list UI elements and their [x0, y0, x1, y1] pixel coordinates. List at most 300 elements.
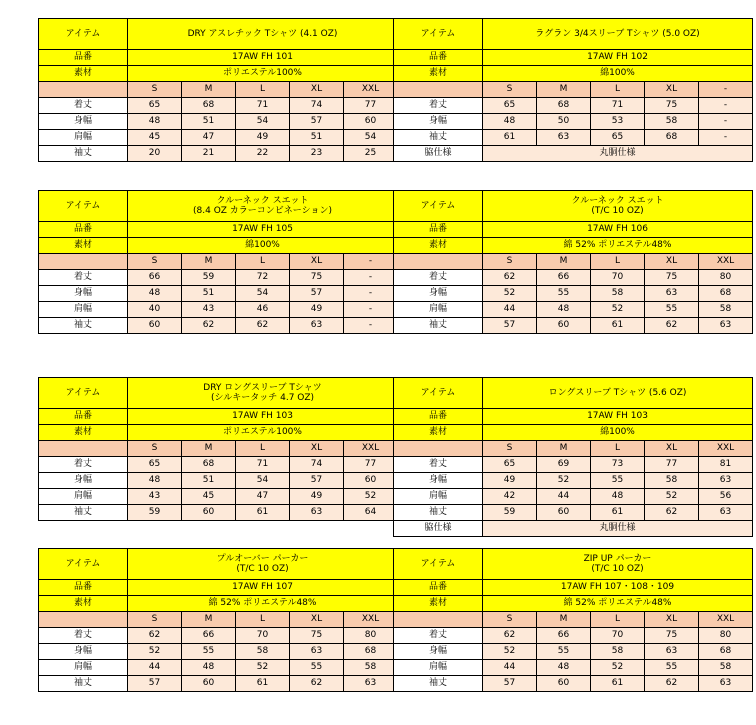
table-row	[39, 114, 398, 130]
measure-label: 袖丈	[394, 505, 483, 521]
measure-value: 48	[537, 302, 591, 318]
spec-table-t3	[38, 190, 398, 334]
measure-value: 75	[645, 98, 699, 114]
measure-label: 身幅	[394, 114, 483, 130]
code-label: 品番	[394, 580, 483, 596]
item-title	[483, 549, 753, 580]
size-header-1: M	[537, 82, 591, 98]
material-label: 素材	[394, 596, 483, 612]
size-header-blank	[394, 254, 483, 270]
material-label: 素材	[39, 596, 128, 612]
material-label: 素材	[39, 66, 128, 82]
item-label: アイテム	[394, 191, 483, 222]
measure-value: 51	[290, 130, 344, 146]
measure-value: -	[344, 286, 398, 302]
size-header-3: XL	[645, 441, 699, 457]
size-header-4: XXL	[344, 82, 398, 98]
item-title-line: (T/C 10 OZ)	[236, 564, 289, 574]
table-row	[39, 270, 398, 286]
measure-value: 55	[182, 644, 236, 660]
table-row	[394, 98, 753, 114]
measure-label: 着丈	[39, 628, 128, 644]
measure-value: 80	[344, 628, 398, 644]
size-header-4: XXL	[699, 254, 753, 270]
side-spec-label: 脇仕様	[394, 146, 483, 162]
item-title	[128, 549, 398, 580]
spec-table-t6	[393, 377, 753, 537]
code-value: 17AW FH 106	[483, 222, 753, 238]
code-label: 品番	[394, 409, 483, 425]
measure-value: 48	[128, 114, 182, 130]
table-row	[394, 318, 753, 334]
measure-value: 62	[645, 676, 699, 692]
item-title-line: (シルキータッチ 4.7 OZ)	[210, 393, 315, 403]
code-value: 17AW FH 107	[128, 580, 398, 596]
measure-value: 62	[645, 505, 699, 521]
side-spec-value: 丸胴仕様	[483, 146, 753, 162]
measure-value: 61	[591, 505, 645, 521]
size-header-1: M	[537, 254, 591, 270]
measure-value: 60	[182, 676, 236, 692]
material-value: 綿100%	[483, 66, 753, 82]
measure-value: 48	[182, 660, 236, 676]
measure-value: 57	[290, 114, 344, 130]
size-header-2: L	[236, 82, 290, 98]
measure-label: 袖丈	[39, 505, 128, 521]
measure-value: 45	[128, 130, 182, 146]
item-title	[483, 191, 753, 222]
measure-value: 71	[236, 457, 290, 473]
measure-value: 63	[537, 130, 591, 146]
size-header-row	[394, 612, 753, 628]
measure-value: 55	[290, 660, 344, 676]
measure-value: 58	[591, 286, 645, 302]
measure-label: 袖丈	[39, 676, 128, 692]
size-header-3: XL	[645, 612, 699, 628]
code-value: 17AW FH 102	[483, 50, 753, 66]
size-header-row	[39, 441, 398, 457]
size-header-3: XL	[290, 82, 344, 98]
material-value: ポリエステル100%	[128, 66, 398, 82]
size-header-3: XL	[290, 612, 344, 628]
measure-value: 58	[236, 644, 290, 660]
measure-value: 21	[182, 146, 236, 162]
table-row	[394, 286, 753, 302]
measure-value: 66	[128, 270, 182, 286]
measure-value: 62	[236, 318, 290, 334]
measure-value: 62	[290, 676, 344, 692]
measure-value: 56	[699, 489, 753, 505]
measure-value: 60	[537, 318, 591, 334]
measure-value: 63	[290, 644, 344, 660]
measure-value: 61	[591, 676, 645, 692]
table-row	[39, 473, 398, 489]
measure-label: 身幅	[394, 286, 483, 302]
size-header-4: XXL	[344, 612, 398, 628]
table-row	[39, 146, 398, 162]
measure-label: 身幅	[394, 473, 483, 489]
measure-value: 74	[290, 98, 344, 114]
measure-value: 52	[537, 473, 591, 489]
code-label: 品番	[39, 409, 128, 425]
measure-value: 55	[537, 644, 591, 660]
measure-value: 63	[699, 318, 753, 334]
size-header-blank	[39, 82, 128, 98]
measure-label: 身幅	[39, 644, 128, 660]
material-value: 綿100%	[128, 238, 398, 254]
measure-value: 44	[537, 489, 591, 505]
measure-label: 着丈	[394, 98, 483, 114]
material-value: 綿 52% ポリエステル48%	[483, 238, 753, 254]
code-label: 品番	[39, 580, 128, 596]
measure-value: 61	[591, 318, 645, 334]
measure-label: 肩幅	[39, 302, 128, 318]
measure-value: 61	[236, 505, 290, 521]
item-label: アイテム	[394, 19, 483, 50]
item-title	[128, 19, 398, 50]
measure-label: 着丈	[39, 98, 128, 114]
measure-value: 52	[128, 644, 182, 660]
measure-value: 54	[236, 114, 290, 130]
measure-value: 75	[645, 628, 699, 644]
table-row	[39, 660, 398, 676]
size-header-2: L	[591, 441, 645, 457]
size-header-0: S	[483, 612, 537, 628]
material-value: 綿100%	[483, 425, 753, 441]
measure-value: 75	[645, 270, 699, 286]
measure-value: 60	[182, 505, 236, 521]
item-title	[483, 378, 753, 409]
measure-value: 44	[128, 660, 182, 676]
size-header-blank	[394, 82, 483, 98]
table-row	[394, 660, 753, 676]
material-row	[394, 596, 753, 612]
measure-value: 58	[699, 660, 753, 676]
material-label: 素材	[394, 238, 483, 254]
measure-value: 52	[483, 644, 537, 660]
measure-value: 55	[645, 302, 699, 318]
material-row	[39, 425, 398, 441]
measure-value: 53	[591, 114, 645, 130]
size-header-0: S	[483, 82, 537, 98]
material-label: 素材	[39, 425, 128, 441]
size-header-1: M	[182, 254, 236, 270]
measure-label: 身幅	[39, 286, 128, 302]
measure-label: 袖丈	[39, 146, 128, 162]
code-row	[39, 222, 398, 238]
measure-value: 58	[645, 114, 699, 130]
measure-value: 54	[236, 286, 290, 302]
measure-value: 66	[182, 628, 236, 644]
size-header-3: XL	[290, 441, 344, 457]
item-title-line: (T/C 10 OZ)	[591, 206, 644, 216]
item-row	[394, 19, 753, 50]
measure-value: 49	[236, 130, 290, 146]
measure-value: 66	[537, 270, 591, 286]
measure-value: 64	[344, 505, 398, 521]
item-label: アイテム	[39, 378, 128, 409]
spec-table-t8	[393, 548, 753, 692]
spec-table-t5	[38, 377, 398, 521]
table-row	[394, 270, 753, 286]
measure-value: 66	[537, 628, 591, 644]
measure-value: 69	[537, 457, 591, 473]
measure-label: 身幅	[394, 644, 483, 660]
measure-value: -	[344, 302, 398, 318]
size-header-3: XL	[645, 82, 699, 98]
measure-value: 63	[699, 505, 753, 521]
table-row	[394, 644, 753, 660]
size-header-0: S	[483, 254, 537, 270]
measure-label: 着丈	[39, 270, 128, 286]
size-header-4: -	[344, 254, 398, 270]
item-row	[39, 549, 398, 580]
measure-value: 52	[645, 489, 699, 505]
item-title	[128, 378, 398, 409]
size-header-2: L	[236, 612, 290, 628]
item-title	[483, 19, 753, 50]
table-row	[394, 505, 753, 521]
measure-value: 49	[290, 489, 344, 505]
size-header-2: L	[591, 254, 645, 270]
size-header-3: XL	[645, 254, 699, 270]
measure-label: 肩幅	[394, 489, 483, 505]
size-header-4: XXL	[344, 441, 398, 457]
item-label: アイテム	[39, 549, 128, 580]
table-row	[39, 489, 398, 505]
measure-value: 63	[290, 318, 344, 334]
measure-value: 59	[182, 270, 236, 286]
code-row	[39, 50, 398, 66]
measure-value: 68	[344, 644, 398, 660]
item-label: アイテム	[39, 191, 128, 222]
size-header-1: M	[182, 441, 236, 457]
table-row	[39, 644, 398, 660]
measure-value: 47	[236, 489, 290, 505]
measure-value: 52	[236, 660, 290, 676]
measure-value: 62	[483, 270, 537, 286]
material-value: 綿 52% ポリエステル48%	[483, 596, 753, 612]
size-header-4: XXL	[699, 441, 753, 457]
item-label: アイテム	[394, 378, 483, 409]
measure-value: 63	[645, 644, 699, 660]
size-header-0: S	[128, 82, 182, 98]
measure-value: 43	[182, 302, 236, 318]
item-title-line: ロングスリーブ Tシャツ (5.6 OZ)	[548, 387, 687, 398]
measure-value: 59	[483, 505, 537, 521]
measure-value: -	[699, 130, 753, 146]
measure-value: 70	[591, 270, 645, 286]
measure-value: 71	[591, 98, 645, 114]
measure-value: 55	[645, 660, 699, 676]
size-header-4: XXL	[699, 612, 753, 628]
table-row	[394, 473, 753, 489]
measure-value: 40	[128, 302, 182, 318]
measure-value: 80	[699, 628, 753, 644]
item-row	[394, 378, 753, 409]
measure-value: 62	[483, 628, 537, 644]
table-row	[394, 676, 753, 692]
measure-value: 52	[344, 489, 398, 505]
measure-label: 肩幅	[39, 130, 128, 146]
item-row	[39, 378, 398, 409]
measure-value: 71	[236, 98, 290, 114]
item-label: アイテム	[39, 19, 128, 50]
measure-value: 50	[537, 114, 591, 130]
measure-value: 44	[483, 660, 537, 676]
measure-value: 75	[290, 628, 344, 644]
measure-value: 57	[483, 676, 537, 692]
code-row	[394, 580, 753, 596]
size-header-blank	[39, 612, 128, 628]
measure-value: 43	[128, 489, 182, 505]
measure-label: 肩幅	[394, 660, 483, 676]
material-value: ポリエステル100%	[128, 425, 398, 441]
spec-table-t4	[393, 190, 753, 334]
size-header-row	[39, 82, 398, 98]
code-label: 品番	[394, 50, 483, 66]
measure-value: 73	[591, 457, 645, 473]
measure-value: 52	[483, 286, 537, 302]
item-title-line: ZIP UP パーカー	[583, 553, 652, 564]
item-title-line: プルオーバー パーカー	[216, 553, 309, 564]
measure-value: 52	[591, 302, 645, 318]
table-row	[394, 489, 753, 505]
measure-value: 75	[290, 270, 344, 286]
material-row	[394, 425, 753, 441]
size-header-4: -	[699, 82, 753, 98]
measure-value: 68	[699, 644, 753, 660]
measure-value: 57	[128, 676, 182, 692]
measure-value: 22	[236, 146, 290, 162]
code-row	[39, 409, 398, 425]
measure-value: 63	[699, 676, 753, 692]
measure-value: 63	[290, 505, 344, 521]
measure-label: 袖丈	[394, 318, 483, 334]
measure-label: 身幅	[39, 114, 128, 130]
measure-value: 62	[128, 628, 182, 644]
measure-value: 63	[645, 286, 699, 302]
code-label: 品番	[394, 222, 483, 238]
measure-label: 肩幅	[39, 489, 128, 505]
measure-value: 49	[483, 473, 537, 489]
code-value: 17AW FH 105	[128, 222, 398, 238]
item-title-line: (8.4 OZ カラーコンビネーション)	[193, 206, 332, 216]
measure-value: 57	[290, 473, 344, 489]
size-header-0: S	[128, 254, 182, 270]
side-spec-row	[394, 146, 753, 162]
measure-value: 63	[699, 473, 753, 489]
measure-value: 65	[483, 98, 537, 114]
size-header-blank	[394, 441, 483, 457]
side-spec-label: 脇仕様	[394, 521, 483, 537]
measure-value: 58	[344, 660, 398, 676]
material-label: 素材	[394, 66, 483, 82]
item-label: アイテム	[394, 549, 483, 580]
measure-value: 77	[344, 457, 398, 473]
measure-value: 70	[591, 628, 645, 644]
measure-value: 47	[182, 130, 236, 146]
measure-value: 72	[236, 270, 290, 286]
spec-table-t2	[393, 18, 753, 162]
item-row	[39, 19, 398, 50]
measure-value: -	[699, 98, 753, 114]
measure-value: 59	[128, 505, 182, 521]
measure-value: 68	[182, 457, 236, 473]
size-header-0: S	[128, 612, 182, 628]
measure-value: 60	[128, 318, 182, 334]
size-header-2: L	[236, 441, 290, 457]
table-row	[39, 505, 398, 521]
measure-value: 65	[128, 457, 182, 473]
measure-value: 42	[483, 489, 537, 505]
measure-value: 58	[645, 473, 699, 489]
measure-value: 60	[537, 505, 591, 521]
table-row	[39, 676, 398, 692]
measure-value: 61	[236, 676, 290, 692]
measure-value: 60	[537, 676, 591, 692]
table-row	[394, 628, 753, 644]
measure-value: 48	[128, 286, 182, 302]
size-header-1: M	[182, 612, 236, 628]
table-row	[394, 302, 753, 318]
spec-table-t7	[38, 548, 398, 692]
code-row	[394, 222, 753, 238]
measure-value: 46	[236, 302, 290, 318]
size-header-row	[394, 441, 753, 457]
item-row	[39, 191, 398, 222]
size-header-1: M	[537, 612, 591, 628]
item-title-line: (T/C 10 OZ)	[591, 564, 644, 574]
measure-value: 54	[344, 130, 398, 146]
code-label: 品番	[39, 222, 128, 238]
measure-label: 袖丈	[394, 130, 483, 146]
material-row	[39, 238, 398, 254]
size-header-blank	[39, 254, 128, 270]
table-row	[39, 286, 398, 302]
material-row	[39, 596, 398, 612]
table-row	[39, 457, 398, 473]
measure-value: 68	[699, 286, 753, 302]
item-title-line: ラグラン 3/4スリーブ Tシャツ (5.0 OZ)	[535, 28, 700, 39]
measure-value: 45	[182, 489, 236, 505]
side-spec-value: 丸胴仕様	[483, 521, 753, 537]
item-title-line: クルーネック スエット	[216, 195, 309, 206]
measure-label: 肩幅	[394, 302, 483, 318]
measure-value: 65	[483, 457, 537, 473]
measure-label: 着丈	[394, 457, 483, 473]
measure-value: 51	[182, 286, 236, 302]
measure-value: 25	[344, 146, 398, 162]
measure-value: 55	[591, 473, 645, 489]
side-spec-row	[394, 521, 753, 537]
measure-label: 肩幅	[39, 660, 128, 676]
size-header-row	[39, 254, 398, 270]
size-header-blank	[394, 612, 483, 628]
material-row	[394, 66, 753, 82]
item-title	[128, 191, 398, 222]
code-label: 品番	[39, 50, 128, 66]
code-value: 17AW FH 107・108・109	[483, 580, 753, 596]
measure-value: 68	[537, 98, 591, 114]
measure-value: 80	[699, 270, 753, 286]
material-value: 綿 52% ポリエステル48%	[128, 596, 398, 612]
size-header-blank	[39, 441, 128, 457]
size-header-row	[394, 254, 753, 270]
item-title-line: クルーネック スエット	[571, 195, 664, 206]
measure-value: 48	[591, 489, 645, 505]
code-value: 17AW FH 103	[128, 409, 398, 425]
